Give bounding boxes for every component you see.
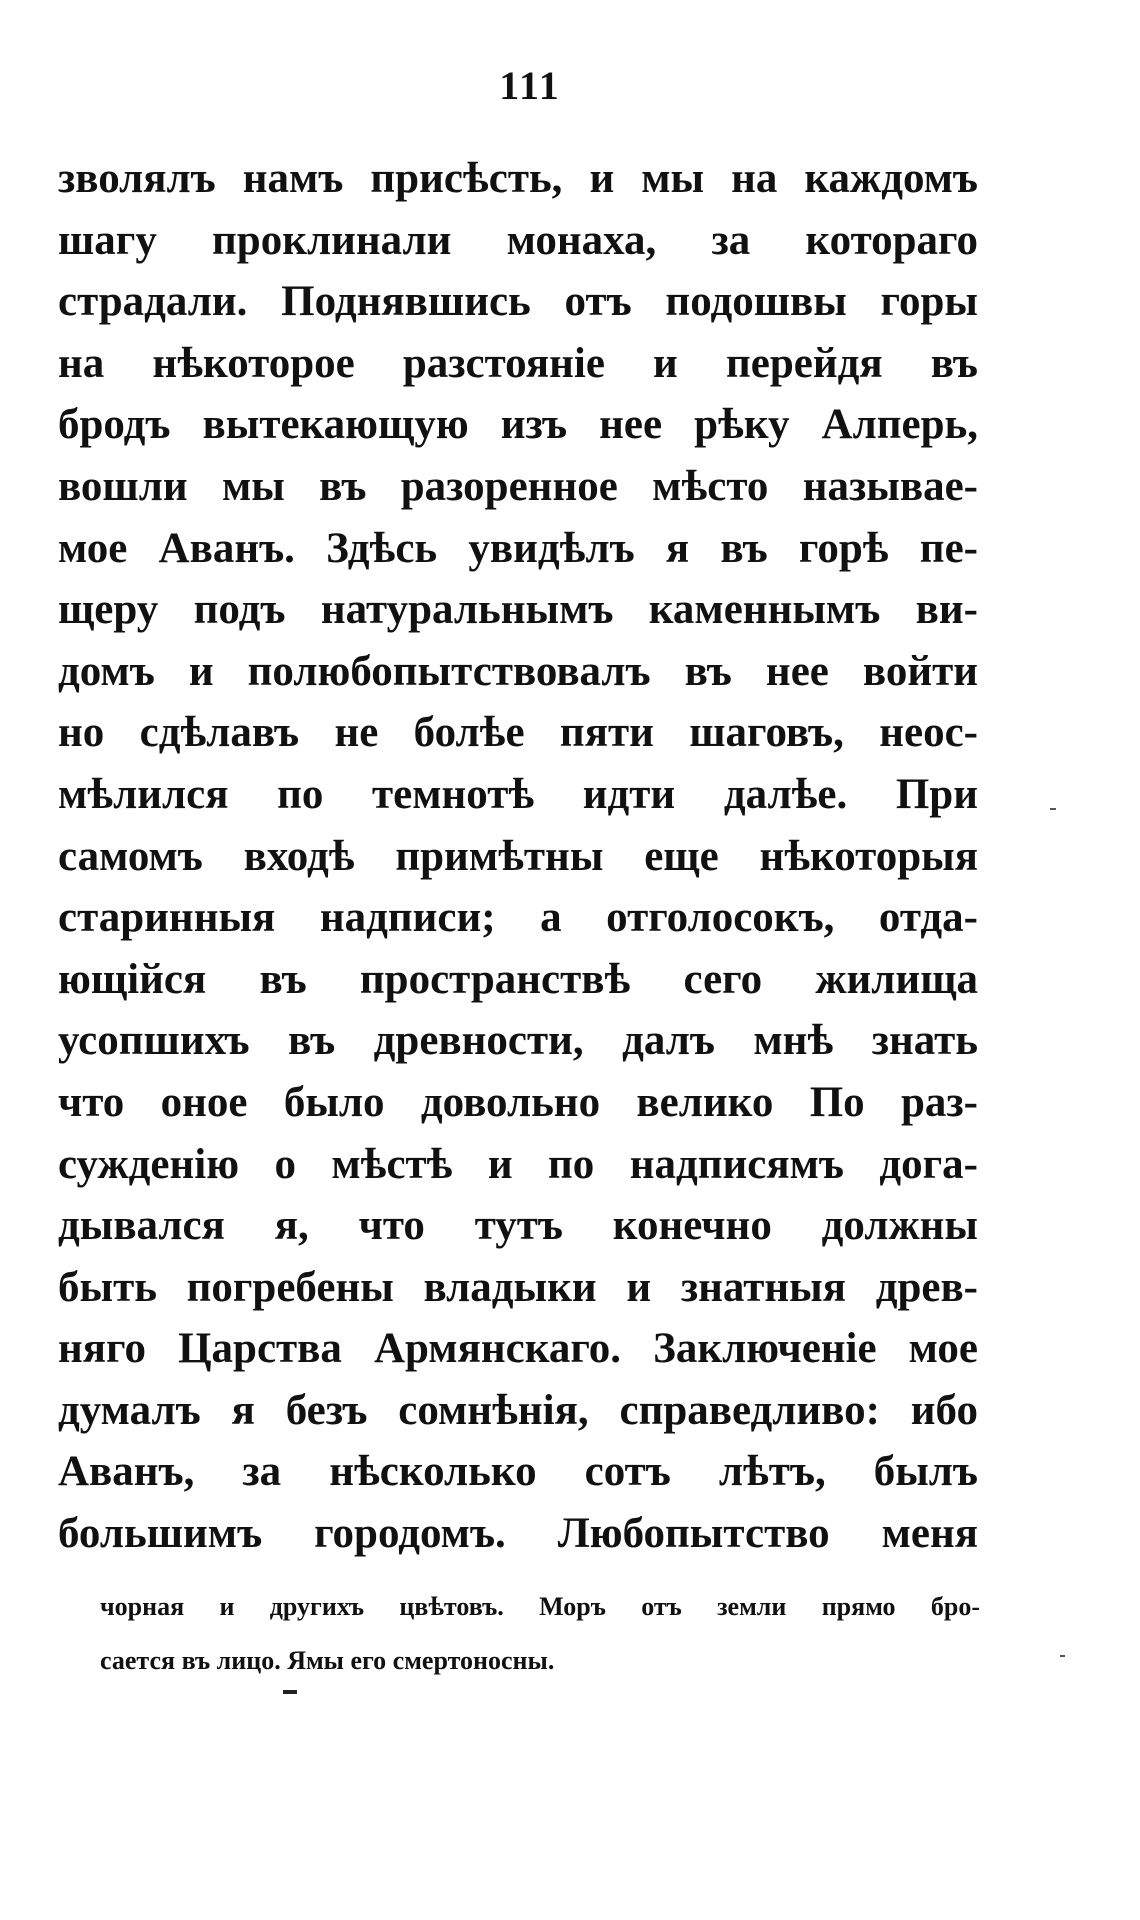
text-line: мое Аванъ. Здѣсь увидѣлъ я въ горѣ пе- <box>58 524 978 572</box>
text-line: Аванъ, за нѣсколько сотъ лѣтъ, былъ <box>58 1448 978 1496</box>
text-line: бродъ вытекающую изъ нее рѣку Алперь, <box>58 401 978 449</box>
text-line: шагу проклинали монаха, за котораго <box>58 216 978 264</box>
text-line: вошли мы въ разоренное мѣсто называе- <box>58 462 978 510</box>
text-line: большимъ городомъ. Любопытство меня <box>58 1510 978 1558</box>
text-line: зволялъ намъ присѣсть, и мы на каждомъ <box>58 155 978 202</box>
text-line: быть погребены владыки и знатныя древ- <box>58 1263 978 1311</box>
page-number: 111 <box>499 63 561 108</box>
text-line: дывался я, что тутъ конечно должны <box>58 1202 978 1250</box>
footnote-line: сается въ лицо. Ямы его смертоносны. <box>100 1646 555 1675</box>
text-line: страдали. Поднявшись отъ подошвы горы <box>58 278 978 326</box>
scan-speck <box>1060 1655 1065 1657</box>
text-line: няго Царства Армянскаго. Заключенiе мое <box>58 1325 978 1373</box>
text-line: что оное было довольно велико По раз- <box>58 1078 978 1126</box>
scan-speck <box>1050 808 1056 810</box>
text-line: старинныя надписи; а отголосокъ, отда- <box>58 894 978 942</box>
text-line: сужденiю о мѣстѣ и по надписямъ дога- <box>58 1140 978 1188</box>
text-line: самомъ входѣ примѣтны еще нѣкоторыя <box>58 832 978 880</box>
text-line: думалъ я безъ сомнѣнiя, справедливо: ибо <box>58 1386 978 1434</box>
text-line: усопшихъ въ древности, далъ мнѣ знать <box>58 1017 978 1065</box>
text-line: но сдѣлавъ не болѣе пяти шаговъ, неос- <box>58 709 978 757</box>
text-line: домъ и полюбопытствовалъ въ нее войти <box>58 647 978 695</box>
text-line: на нѣкоторое разстоянiе и перейдя въ <box>58 339 978 387</box>
footnote-line: чорная и другихъ цвѣтовъ. Моръ отъ земли прямо бро- <box>100 1592 980 1621</box>
text-line: мѣлился по темнотѣ идти далѣе. При <box>58 770 978 818</box>
footnote-dash <box>283 1690 297 1694</box>
main-text <box>58 148 978 1565</box>
text-line: щеру подъ натуральнымъ каменнымъ ви- <box>58 586 978 634</box>
footnote <box>100 1580 980 1688</box>
text-line: ющiйся въ пространствѣ сего жилища <box>58 955 978 1003</box>
